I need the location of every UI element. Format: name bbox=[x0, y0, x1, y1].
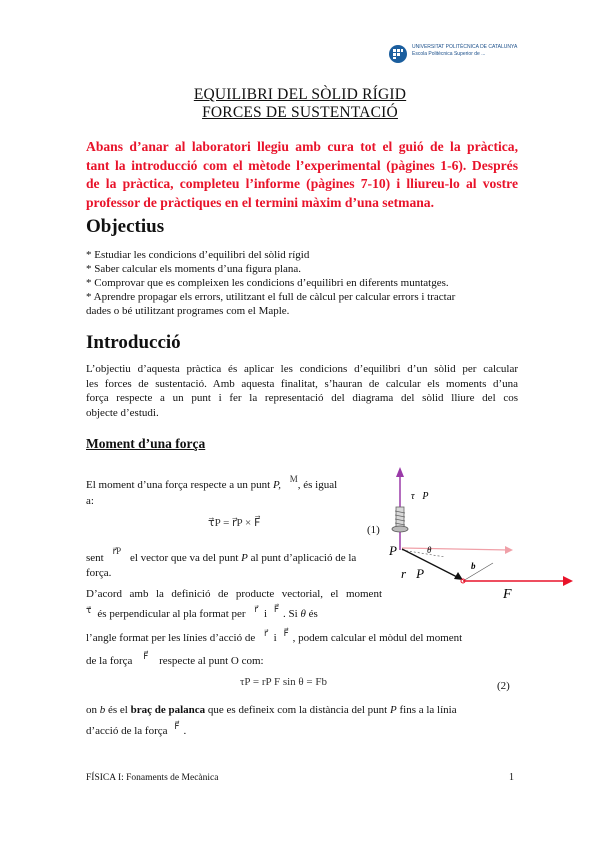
logo-line-2: Escola Politècnica Superior de ... bbox=[412, 51, 486, 57]
screw-icon bbox=[392, 507, 408, 532]
text: on bbox=[86, 704, 97, 716]
list-item: * Comprovar que es compleixen les condicions d’equilibri en diferents muntatges. bbox=[86, 277, 449, 289]
tau-label: τ⃗P bbox=[411, 491, 429, 502]
moment-diagram bbox=[385, 465, 580, 605]
theta-label: θ bbox=[427, 545, 432, 555]
p-label: P bbox=[389, 543, 397, 558]
lever-arm-line bbox=[463, 563, 493, 581]
force-symbol: F⃗ bbox=[283, 628, 289, 638]
equation-1-number: (1) bbox=[367, 524, 380, 536]
paragraph-line: L’objectiu d’aquesta pràctica és aplicar les condicions d’equilibri d’un sòlid per calcular bbox=[86, 363, 518, 375]
acord-line-1: D’acord amb la definició de producte vectorial, el moment bbox=[86, 588, 382, 600]
rp-symbol: r⃗ bbox=[254, 604, 258, 614]
title-line-2: FORCES DE SUSTENTACIÓ bbox=[202, 104, 398, 121]
text: . Si bbox=[283, 608, 298, 620]
objectius-list bbox=[86, 248, 526, 318]
text: sent bbox=[86, 552, 104, 564]
text: i bbox=[273, 632, 277, 644]
upc-logo-icon bbox=[388, 44, 408, 64]
warning-line: Abans d’anar al laboratori llegiu amb cura tot el guió de la pràctica, bbox=[86, 139, 518, 154]
on-line bbox=[86, 703, 457, 717]
title-line-1: EQUILIBRI DEL SÒLID RÍGID bbox=[193, 86, 407, 103]
warning-line: professor de pràctiques en el termini màxim d’una setmana. bbox=[86, 194, 435, 210]
f-label: F⃗ bbox=[503, 587, 523, 602]
moment-line-1 bbox=[86, 474, 338, 492]
position-vector-symbol: r⃗P bbox=[112, 546, 122, 556]
introduccio-paragraph bbox=[86, 362, 518, 420]
moment-symbol: M bbox=[289, 474, 298, 484]
text: El moment d’una força respecte a un punt bbox=[86, 479, 271, 491]
text: θ bbox=[300, 608, 306, 620]
forca-line: força. bbox=[86, 567, 112, 579]
text: , podem calcular el mòdul del moment bbox=[292, 632, 463, 644]
text: l’angle format per les línies d’acció de bbox=[86, 632, 256, 644]
text: és el bbox=[108, 704, 128, 716]
moment-heading: Moment d’una força bbox=[86, 436, 206, 451]
acord-line-2 bbox=[86, 604, 318, 621]
paragraph-line: força respecte a un punt i fer la representació del diagrama del sòlid lliure del cos bbox=[86, 392, 518, 404]
text: és perpendicular al pla format per bbox=[97, 608, 246, 620]
moment-line-2: a: bbox=[86, 495, 94, 507]
equation-1: τ⃗P = r⃗P × F⃗ bbox=[208, 517, 261, 529]
force-symbol: F⃗ bbox=[273, 604, 279, 614]
rp-label: r⃗P bbox=[401, 566, 425, 581]
list-item: * Aprendre propagar els errors, utilitzant el full de càlcul per calcular errors i tractar bbox=[86, 291, 456, 303]
text: el vector que va del punt bbox=[129, 552, 239, 564]
force-arrowhead-icon bbox=[563, 576, 573, 586]
university-logo bbox=[388, 44, 528, 66]
text: P bbox=[389, 704, 397, 716]
text: braç de palanca bbox=[130, 704, 206, 716]
projection-arrowhead-icon bbox=[505, 546, 513, 554]
projection-line bbox=[402, 548, 510, 550]
text: i bbox=[264, 608, 268, 620]
forca-respecte-line bbox=[86, 651, 264, 668]
torque-arrowhead-icon bbox=[396, 467, 404, 477]
warning-line: tant la introducció com el mètode l’experimental (pàgines 1-6). Després bbox=[86, 157, 518, 173]
list-item: dades o bé utilitzant programes com el Maple. bbox=[86, 305, 290, 317]
footer-text: FÍSICA I: Fonaments de Mecànica bbox=[86, 773, 219, 783]
torque-symbol: τ⃗ bbox=[86, 605, 92, 615]
text: de la força bbox=[86, 655, 133, 667]
warning-line: de la pràctica, completeu l’informe (pàgines 7-10) i lliureu-lo al vostre bbox=[86, 176, 518, 192]
text: b bbox=[99, 704, 106, 716]
last-line bbox=[86, 721, 187, 738]
b-label: b bbox=[471, 561, 476, 571]
text: és bbox=[308, 608, 318, 620]
objectius-heading: Objectius bbox=[86, 216, 165, 237]
text: fins a la línia bbox=[399, 704, 457, 716]
logo-line-1: UNIVERSITAT POLITÈCNICA DE CATALUNYA bbox=[412, 44, 518, 50]
list-item: * Estudiar les condicions d’equilibri del sòlid rígid bbox=[86, 249, 310, 261]
rp-symbol: r⃗ bbox=[263, 628, 268, 638]
paragraph-line: objecte d’estudi. bbox=[86, 406, 159, 419]
page-number: 1 bbox=[509, 772, 514, 783]
force-symbol: F⃗ bbox=[174, 721, 180, 731]
text: , és igual bbox=[297, 479, 338, 491]
paragraph-line: les forces de sustentació. Amb aquesta finalitat, s’hauran de calcular els moments d’una bbox=[86, 377, 518, 390]
text: . bbox=[183, 725, 187, 737]
equation-2-number: (2) bbox=[497, 680, 510, 692]
text: d’acció de la força bbox=[86, 725, 168, 737]
equation-2: τP = rP F sin θ = Fb bbox=[240, 676, 328, 688]
force-symbol: F⃗ bbox=[143, 651, 149, 661]
text: respecte al punt O com: bbox=[159, 655, 264, 667]
angle-line bbox=[86, 628, 463, 645]
text: P bbox=[241, 552, 248, 564]
sent-line bbox=[86, 546, 357, 565]
text: P, bbox=[272, 479, 281, 491]
list-item: * Saber calcular els moments d’una figura plana. bbox=[86, 263, 302, 275]
warning-paragraph bbox=[86, 138, 518, 212]
dashed-line bbox=[402, 550, 445, 557]
text: que es defineix com la distància del punt bbox=[207, 704, 388, 716]
introduccio-heading: Introducció bbox=[86, 332, 181, 353]
text: al punt d’aplicació de la bbox=[250, 552, 357, 564]
